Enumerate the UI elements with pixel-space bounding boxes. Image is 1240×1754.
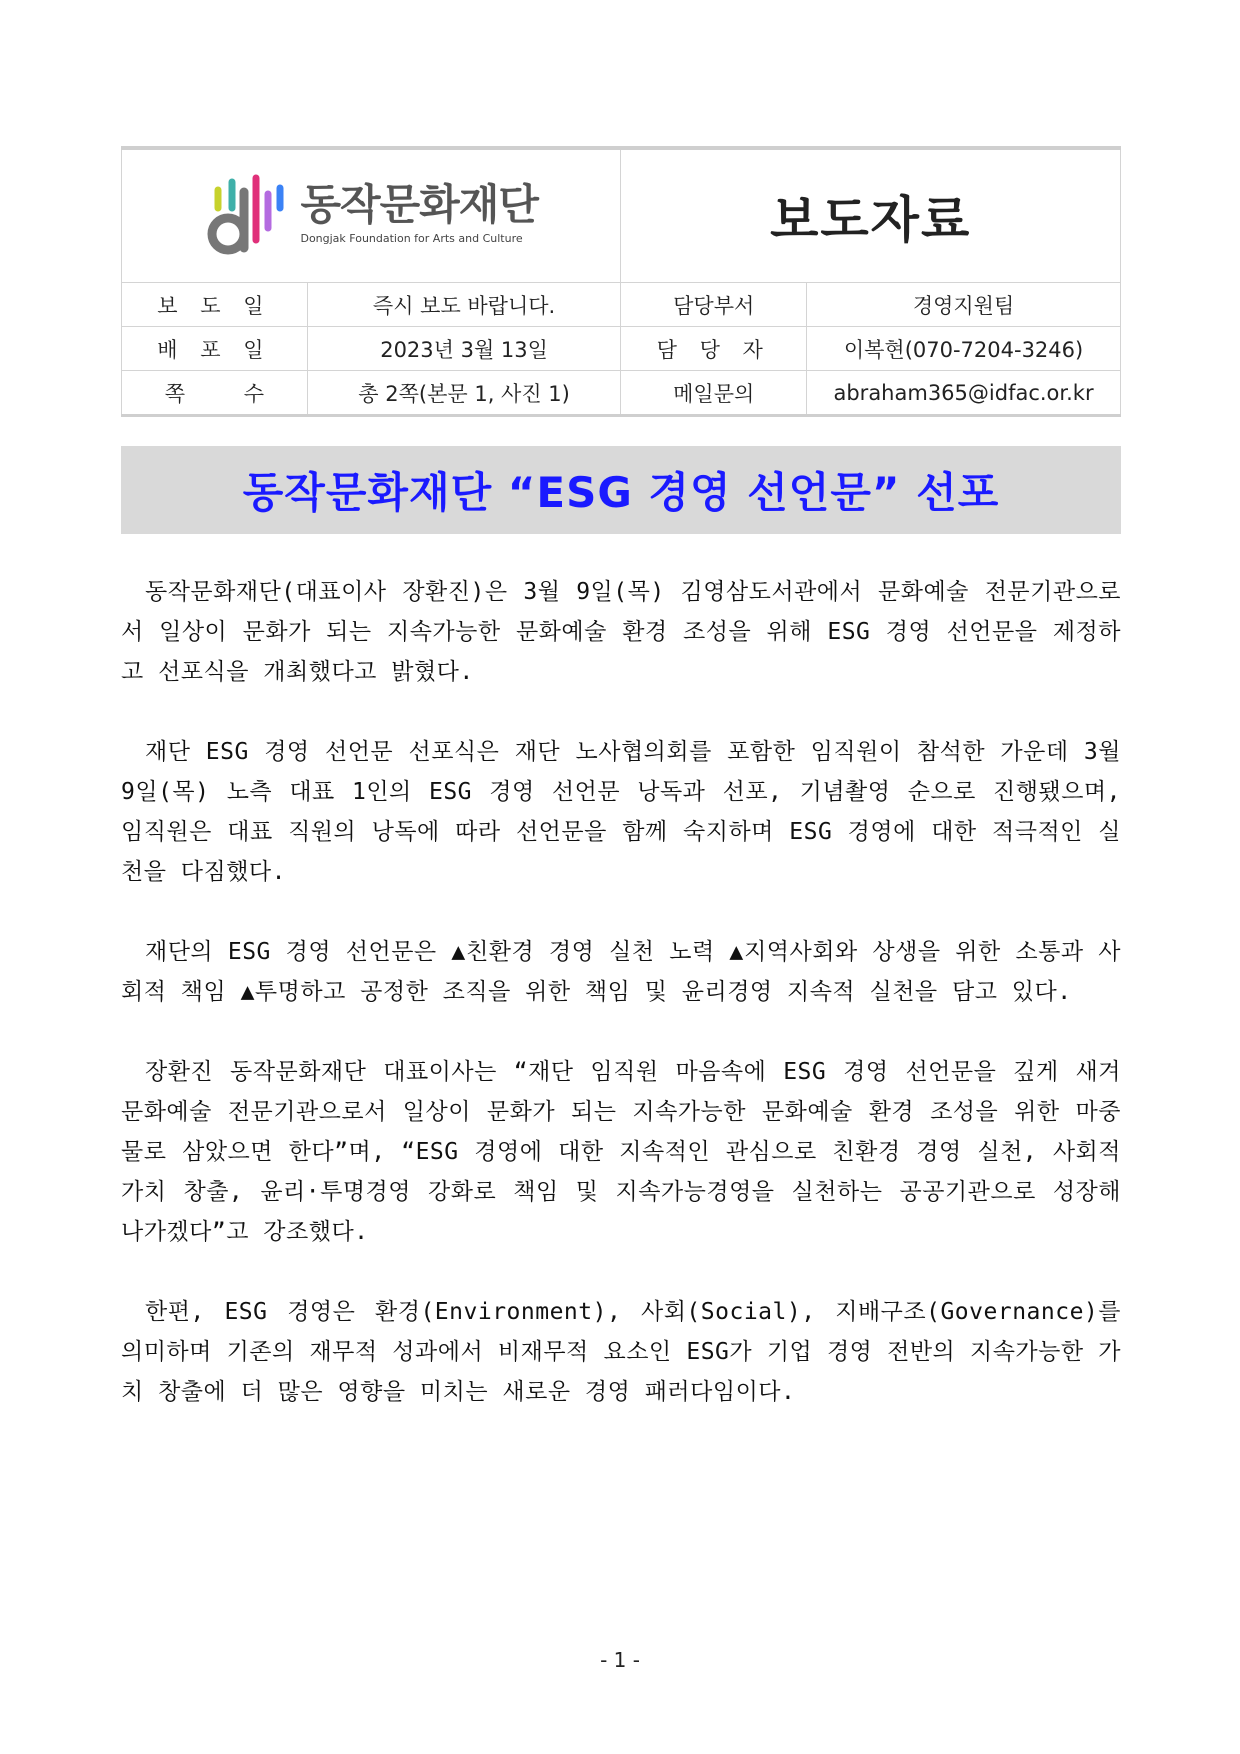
info-label: 배 포 일 xyxy=(122,327,308,371)
press-release-header xyxy=(121,146,1121,417)
doc-type-cell xyxy=(621,148,1121,283)
info-value: abraham365@idfac.or.kr xyxy=(807,371,1121,416)
info-value: 즉시 보도 바랍니다. xyxy=(307,283,621,327)
page-number: - 1 - xyxy=(600,1648,640,1672)
paragraph: 한편, ESG 경영은 환경(Environment), 사회(Social), 지배구조(Governance)를 의미하며 기존의 재무적 성과에서 비재무적 요소인 ESG가 기업 경영 전반의 지속가능한 가치 창출에 더 많은 영향을 미치는 새로운 경영 패러다임이다. xyxy=(121,1299,1121,1405)
info-label: 메일문의 xyxy=(621,371,807,416)
paragraph: 재단 ESG 경영 선언문 선포식은 재단 노사협의회를 포함한 임직원이 참석한 가운데 3월 9일(목) 노측 대표 1인의 ESG 경영 선언문 낭독과 선포, 기념촬영 순으로 진행됐으며, 임직원은 대표 직원의 낭독에 따라 선언문을 함께 숙지하며 ESG 경영에 대한 적극적인 실천을 다짐했다. xyxy=(121,739,1121,885)
foundation-logo-icon xyxy=(204,168,290,260)
org-name: 동작문화재단 xyxy=(300,179,538,229)
info-row xyxy=(122,371,1121,416)
info-row xyxy=(122,327,1121,371)
doc-type: 보도자료 xyxy=(770,191,972,249)
headline-box xyxy=(121,446,1121,534)
info-row xyxy=(122,283,1121,327)
article-body xyxy=(121,572,1121,1452)
logo xyxy=(204,168,537,260)
paragraph: 재단의 ESG 경영 선언문은 ▲친환경 경영 실천 노력 ▲지역사회와 상생을 위한 소통과 사회적 책임 ▲투명하고 공정한 조직을 위한 책임 및 윤리경영 지속적 실천을 담고 있다. xyxy=(121,939,1121,1005)
info-value: 경영지원팀 xyxy=(807,283,1121,327)
paragraph: 장환진 동작문화재단 대표이사는 “재단 임직원 마음속에 ESG 경영 선언문을 깊게 새겨 문화예술 전문기관으로서 일상이 문화가 되는 지속가능한 문화예술 환경 조성을 위한 마중물로 삼았으면 한다”며, “ESG 경영에 대한 지속적인 관심으로 친환경 경영 실천, 사회적 가치 창출, 윤리·투명경영 강화로 책임 및 지속가능경영을 실천하는 공공기관으로 성장해 나가겠다”고 강조했다. xyxy=(121,1059,1121,1245)
headline: 동작문화재단 “ESG 경영 선언문” 선포 xyxy=(242,468,1000,517)
info-label: 담당부서 xyxy=(621,283,807,327)
org-subtitle: Dongjak Foundation for Arts and Culture xyxy=(300,232,523,246)
info-label: 담 당 자 xyxy=(621,327,807,371)
info-value: 총 2쪽(본문 1, 사진 1) xyxy=(307,371,621,416)
logo-cell xyxy=(122,148,621,283)
info-value: 이복현(070-7204-3246) xyxy=(807,327,1121,371)
paragraph: 동작문화재단(대표이사 장환진)은 3월 9일(목) 김영삼도서관에서 문화예술 전문기관으로서 일상이 문화가 되는 지속가능한 문화예술 환경 조성을 위해 ESG 경영 선언문을 제정하고 선포식을 개최했다고 밝혔다. xyxy=(121,579,1121,685)
info-label: 보 도 일 xyxy=(122,283,308,327)
info-value: 2023년 3월 13일 xyxy=(307,327,621,371)
info-label: 쪽 수 xyxy=(122,371,308,416)
